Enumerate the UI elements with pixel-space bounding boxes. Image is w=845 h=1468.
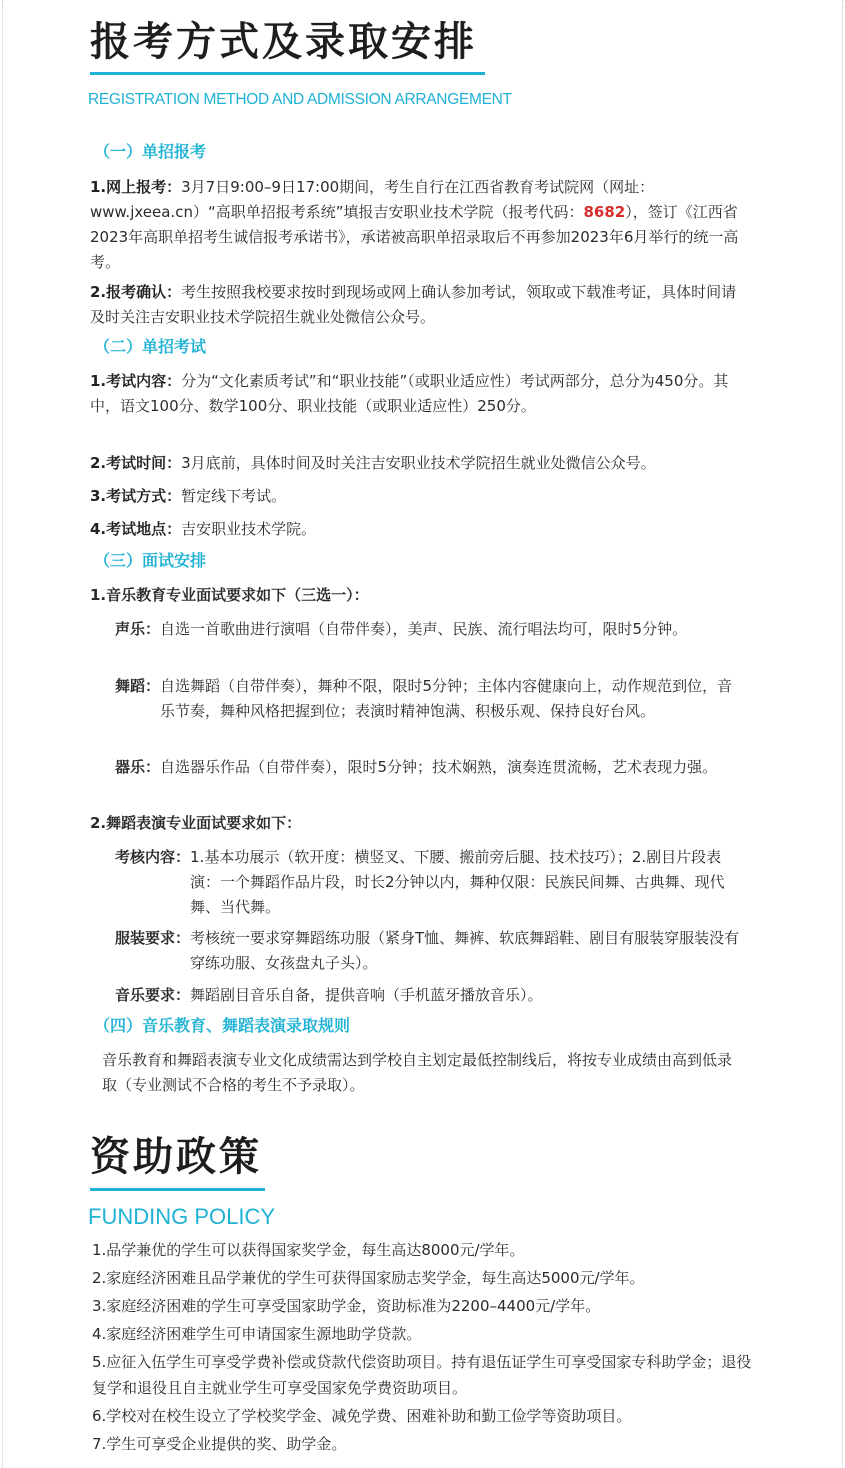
section1-subtitle: REGISTRATION METHOD AND ADMISSION ARRANGEMENT: [88, 91, 512, 108]
heading-exam: （二）单招考试: [94, 337, 207, 356]
admission-rules-text: 音乐教育和舞蹈表演专业文化成绩需达到学校自主划定最低控制线后，将按专业成绩由高到低录取（专业测试不合格的考生不予录取）。: [102, 1051, 733, 1094]
music-requirement: [115, 983, 742, 1008]
exam-content-text: 分为“文化素质考试”和“职业技能”（或职业适应性）考试两部分，总分为450分。其中，语文100分、数学100分、职业技能（或职业适应性）250分。: [90, 372, 729, 415]
instrument-requirement: [115, 755, 742, 780]
heading-interview: （三）面试安排: [94, 551, 207, 570]
music-label: 音乐要求：: [115, 986, 191, 1004]
section1-title-underline: [90, 72, 485, 75]
registration-confirm-paragraph: [90, 280, 742, 330]
costume-requirement: [115, 926, 742, 976]
funding-item: 3.家庭经济困难的学生可享受国家助学金，资助标准为2200–4400元/学年。: [92, 1297, 601, 1315]
left-dotted-border: [2, 0, 3, 1468]
registration-confirm-text: 考生按照我校要求按时到现场或网上确认参加考试，领取或下载准考证，具体时间请及时关注吉安职业技术学院招生就业处微信公众号。: [90, 283, 737, 326]
funding-item: 4.家庭经济困难学生可申请国家生源地助学贷款。: [92, 1325, 422, 1343]
online-registration-label: 1.网上报考：: [90, 178, 182, 196]
funding-item: 6.学校对在校生设立了学校奖学金、减免学费、困难补助和勤工俭学等资助项目。: [92, 1407, 632, 1425]
funding-list: [92, 1237, 752, 1459]
instrument-text: 自选器乐作品（自带伴奏），限时5分钟；技术娴熟，演奏连贯流畅，艺术表现力强。: [160, 758, 718, 776]
online-registration-text-a: 3月7日9:00–9日17:00期间，考生自行在江西省教育考试院网（网址：www.jxeea.cn）“高职单招报考系统”填报吉安职业技术学院（报考代码：: [90, 178, 655, 221]
funding-item: 2.家庭经济困难且品学兼优的学生可获得国家励志奖学金，每生高达5000元/学年。: [92, 1269, 645, 1287]
assessment-content: [115, 845, 742, 920]
exam-content-label: 1.考试内容：: [90, 372, 182, 390]
costume-label: 服装要求：: [115, 929, 191, 947]
exam-location-paragraph: [90, 517, 742, 542]
exam-method-text: 暂定线下考试。: [181, 487, 287, 505]
exam-time-paragraph: [90, 451, 742, 476]
online-registration-text-b: ），签订《江西省2023年高职单招考生诚信报考承诺书》，承诺被高职单招录取后不再参加2023年6月举行的统一高考。: [90, 203, 739, 271]
costume-text: 考核统一要求穿舞蹈练功服（紧身T恤、舞裤、软底舞蹈鞋、剧目有服装穿服装没有穿练功服、女孩盘丸子头）。: [190, 929, 740, 972]
heading-admission-rules: （四）音乐教育、舞蹈表演录取规则: [94, 1016, 351, 1035]
section1-title: 报考方式及录取安排: [90, 19, 477, 65]
funding-item: 5.应征入伍学生可享受学费补偿或贷款代偿资助项目。持有退伍证学生可享受国家专科助学金；退役复学和退役且自主就业学生可享受国家免学费资助项目。: [92, 1353, 752, 1397]
music-text: 舞蹈剧目音乐自备，提供音响（手机蓝牙播放音乐）。: [190, 986, 543, 1004]
dance-option-label: 舞蹈：: [115, 677, 161, 695]
vocal-label: 声乐：: [115, 620, 161, 638]
heading-registration: （一）单招报考: [94, 142, 207, 161]
exam-location-text: 吉安职业技术学院。: [181, 520, 317, 538]
section2-title-underline: [90, 1188, 265, 1191]
exam-time-text: 3月底前，具体时间及时关注吉安职业技术学院招生就业处微信公众号。: [181, 454, 656, 472]
exam-location-label: 4.考试地点：: [90, 520, 182, 538]
assessment-content-label: 考核内容：: [115, 848, 191, 866]
vocal-requirement: [115, 617, 742, 642]
section2-title: 资助政策: [90, 1134, 262, 1180]
dance-option-text: 自选舞蹈（自带伴奏），舞种不限，限时5分钟；主体内容健康向上，动作规范到位，音乐节奏，舞种风格把握到位；表演时精神饱满、积极乐观、保持良好台风。: [160, 677, 733, 720]
right-dotted-border: [842, 0, 843, 1468]
exam-time-label: 2.考试时间：: [90, 454, 182, 472]
section2-subtitle: FUNDING POLICY: [88, 1204, 276, 1229]
funding-item: 7.学生可享受企业提供的奖、助学金。: [92, 1435, 347, 1453]
exam-content-paragraph: [90, 369, 742, 419]
assessment-content-text: 1.基本功展示（软开度：横竖叉、下腰、搬前旁后腿、技术技巧）；2.剧目片段表演：一个舞蹈作品片段，时长2分钟以内，舞种仅限：民族民间舞、古典舞、现代舞、当代舞。: [190, 848, 725, 916]
dance-option-requirement: [115, 674, 742, 724]
registration-confirm-label: 2.报考确认：: [90, 283, 182, 301]
music-requirements-title: 1.音乐教育专业面试要求如下（三选一）：: [90, 586, 369, 604]
funding-item: 1.品学兼优的学生可以获得国家奖学金，每生高达8000元/学年。: [92, 1241, 525, 1259]
vocal-text: 自选一首歌曲进行演唱（自带伴奏），美声、民族、流行唱法均可，限时5分钟。: [160, 620, 688, 638]
registration-code: 8682: [583, 203, 626, 221]
exam-method-paragraph: [90, 484, 742, 509]
exam-method-label: 3.考试方式：: [90, 487, 182, 505]
online-registration-paragraph: [90, 175, 742, 275]
instrument-label: 器乐：: [115, 758, 161, 776]
dance-requirements-title: 2.舞蹈表演专业面试要求如下：: [90, 814, 302, 832]
